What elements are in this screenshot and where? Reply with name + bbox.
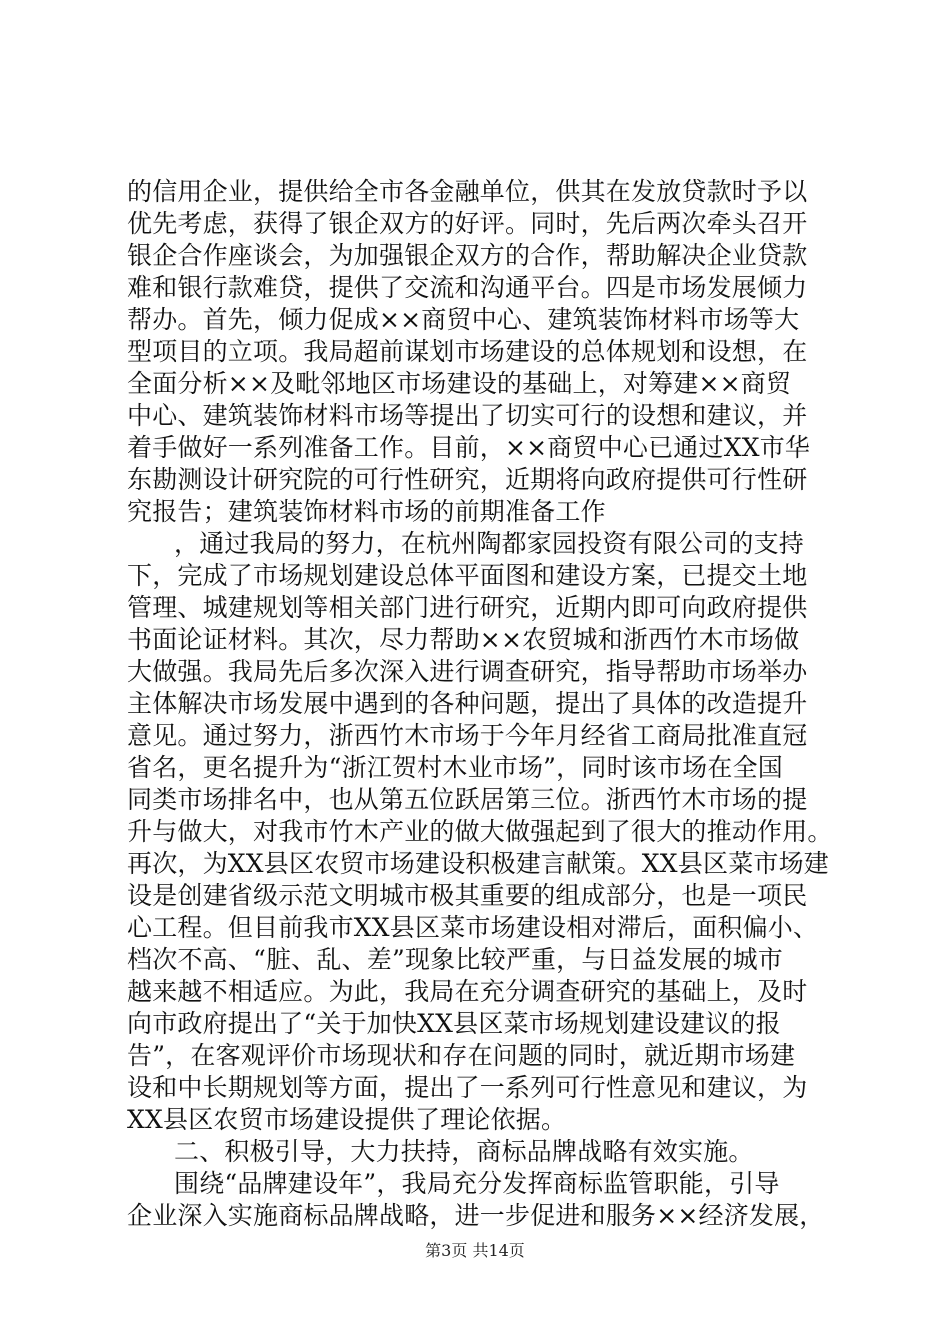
text-line: 银企合作座谈会，为加强银企双方的合作，帮助解决企业贷款 xyxy=(127,241,808,270)
text-line: 省名，更名提升为“浙江贺村木业市场”，同时该市场在全国 xyxy=(127,753,783,782)
text-line: 东勘测设计研究院的可行性研究，近期将向政府提供可行性研 xyxy=(127,465,808,494)
text-line: 管理、城建规划等相关部门进行研究，近期内即可向政府提供 xyxy=(127,593,808,622)
text-line: 中心、建筑装饰材料市场等提出了切实可行的设想和建议，并 xyxy=(127,401,808,430)
text-line: 升与做大，对我市竹木产业的做大做强起到了很大的推动作用。 xyxy=(127,817,833,846)
text-line: 设和中长期规划等方面，提出了一系列可行性意见和建议，为 xyxy=(127,1073,808,1102)
text-line: 难和银行款难贷，提供了交流和沟通平台。四是市场发展倾力 xyxy=(127,273,808,302)
page-number-footer: 第3页 共14页 xyxy=(425,1241,525,1260)
text-line: 型项目的立项。我局超前谋划市场建设的总体规划和设想，在 xyxy=(127,337,808,366)
text-line: 同类市场排名中，也从第五位跃居第三位。浙西竹木市场的提 xyxy=(127,785,808,814)
text-line: 向市政府提出了“关于加快XX县区菜市场规划建设建议的报 xyxy=(127,1009,781,1038)
text-line: ，通过我局的努力，在杭州陶都家园投资有限公司的支持 xyxy=(174,529,805,558)
text-line: 企业深入实施商标品牌战略，进一步促进和服务××经济发展， xyxy=(127,1201,825,1230)
section-heading: 二、积极引导，大力扶持，商标品牌战略有效实施。 xyxy=(174,1137,754,1166)
text-line: 究报告；建筑装饰材料市场的前期准备工作 xyxy=(127,497,606,526)
text-line: 书面论证材料。其次，尽力帮助××农贸城和浙西竹木市场做 xyxy=(127,625,800,654)
text-line: 着手做好一系列准备工作。目前，××商贸中心已通过XX市华 xyxy=(127,433,811,462)
document-body xyxy=(127,176,847,1232)
text-line: 大做强。我局先后多次深入进行调查研究，指导帮助市场举办 xyxy=(127,657,808,686)
text-line: 围绕“品牌建设年”，我局充分发挥商标监管职能，引导 xyxy=(174,1169,780,1198)
text-line: 的信用企业，提供给全市各金融单位，供其在发放贷款时予以 xyxy=(127,177,808,206)
text-line: 越来越不相适应。为此，我局在充分调查研究的基础上，及时 xyxy=(127,977,808,1006)
text-line: 主体解决市场发展中遇到的各种问题，提出了具体的改造提升 xyxy=(127,689,808,718)
text-line: 再次，为XX县区农贸市场建设积极建言献策。XX县区菜市场建 xyxy=(127,849,829,878)
text-line: 设是创建省级示范文明城市极其重要的组成部分，也是一项民 xyxy=(127,881,808,910)
text-line: 档次不高、“脏、乱、差”现象比较严重，与日益发展的城市 xyxy=(127,945,783,974)
text-line: 下，完成了市场规划建设总体平面图和建设方案，已提交土地 xyxy=(127,561,808,590)
text-line: 帮办。首先，倾力促成××商贸中心、建筑装饰材料市场等大 xyxy=(127,305,800,334)
text-line: 意见。通过努力，浙西竹木市场于今年月经省工商局批准直冠 xyxy=(127,721,808,750)
text-line: XX县区农贸市场建设提供了理论依据。 xyxy=(127,1105,567,1134)
text-line: 告”，在客观评价市场现状和存在问题的同时，就近期市场建 xyxy=(127,1041,796,1070)
text-line: 全面分析××及毗邻地区市场建设的基础上，对筹建××商贸 xyxy=(127,369,792,398)
text-line: 心工程。但目前我市XX县区菜市场建设相对滞后，面积偏小、 xyxy=(127,913,819,942)
text-line: 优先考虑，获得了银企双方的好评。同时，先后两次牵头召开 xyxy=(127,209,808,238)
